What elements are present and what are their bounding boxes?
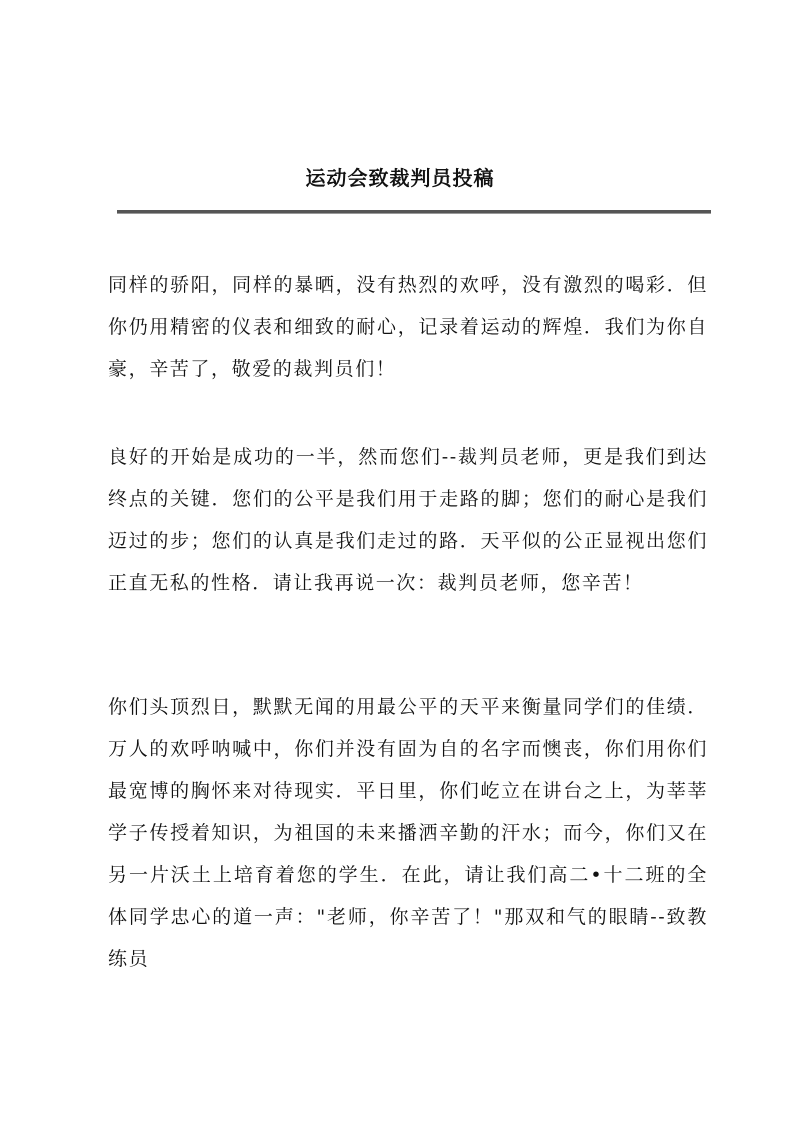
paragraph-1: 同样的骄阳，同样的暴晒，没有热烈的欢呼，没有激烈的喝彩．但你仍用精密的仪表和细致的耐心，记录着运动的辉煌．我们为你自豪，辛苦了，敬爱的裁判员们！: [108, 274, 708, 380]
paragraph-2: 良好的开始是成功的一半，然而您们--裁判员老师，更是我们到达终点的关键．您们的公平是我们用于走路的脚；您们的耐心是我们迈过的步；您们的认真是我们走过的路．天平似的公正显视出您们正直无私的性格．请让我再说一次：裁判员老师，您辛苦！: [108, 446, 708, 594]
paragraph-3: 你们头顶烈日，默默无闻的用最公平的天平来衡量同学们的佳绩．万人的欢呼呐喊中，你们并没有固为自的名字而懊丧，你们用你们最宽博的胸怀来对待现实．平日里，你们屹立在讲台之上，为莘莘学子传授着知识，为祖国的未来播洒辛勤的汗水；而今，你们又在另一片沃土上培育着您的学生．在此，请让我们高二•十二班的全体同学忠心的道一声："老师，你辛苦了！"那双和气的眼睛--致教练员: [108, 696, 708, 970]
title-divider: [117, 210, 711, 214]
page-title: 运动会致裁判员投稿: [305, 166, 495, 190]
